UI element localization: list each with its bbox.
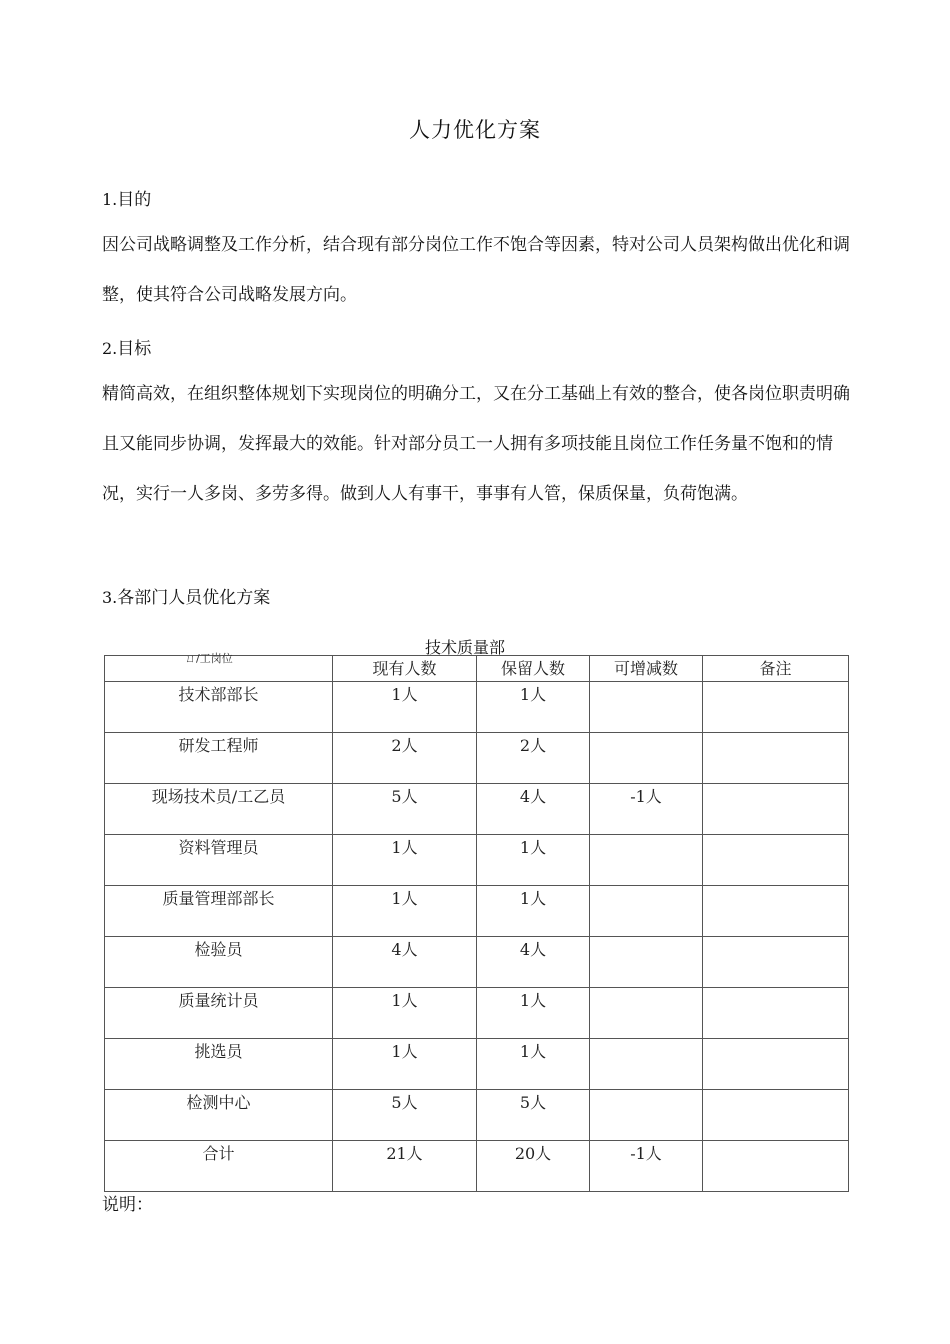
section-heading-plan [102, 583, 270, 608]
cell-remark [703, 886, 849, 937]
table-row [105, 988, 849, 1039]
cell-retained: 4人 [477, 937, 590, 988]
cell-retained: 1人 [477, 1039, 590, 1090]
cell-retained: 1人 [477, 682, 590, 733]
section-number: 3. [102, 588, 118, 607]
cell-position: 质量管理部部长 [105, 886, 333, 937]
table-header-row [105, 656, 849, 682]
cell-position: 挑选员 [105, 1039, 333, 1090]
page-title: 人力优化方案 [409, 118, 541, 142]
cell-remark [703, 682, 849, 733]
cell-current: 5人 [333, 784, 477, 835]
cell-change [590, 682, 703, 733]
cell-change [590, 937, 703, 988]
section-number: 1. [102, 190, 118, 209]
header-change: 可增减数 [590, 656, 703, 682]
cell-remark [703, 733, 849, 784]
cell-current: 2人 [333, 733, 477, 784]
section-paragraph-purpose: 因公司战略调整及工作分析，结合现有部分岗位工作不饱合等因素，特对公司人员架构做出优化和调整，使其符合公司战略发展方向。 [102, 235, 850, 305]
cell-retained: 4人 [477, 784, 590, 835]
cell-change [590, 835, 703, 886]
cell-current: 1人 [333, 886, 477, 937]
section-heading-text: 各部门人员优化方案 [117, 588, 271, 608]
cell-change [590, 886, 703, 937]
cell-current: 1人 [333, 835, 477, 886]
table-row [105, 784, 849, 835]
cell-position: 合计 [105, 1141, 333, 1192]
table-row [105, 835, 849, 886]
cell-remark [703, 835, 849, 886]
cell-retained: 1人 [477, 835, 590, 886]
corner-header-cell [105, 652, 333, 682]
section-heading-purpose [102, 185, 151, 210]
cell-retained: 20人 [477, 1141, 590, 1192]
cell-remark [703, 784, 849, 835]
cell-remark [703, 937, 849, 988]
cell-remark [703, 1141, 849, 1192]
table-row [105, 1090, 849, 1141]
cell-change [590, 733, 703, 784]
table-row [105, 937, 849, 988]
cell-remark [703, 1090, 849, 1141]
table-total-row [105, 1141, 849, 1192]
cell-position: 研发工程师 [105, 733, 333, 784]
section-heading-text: 目的 [117, 190, 152, 210]
cell-change: -1人 [590, 1141, 703, 1192]
corner-label: ㄩ/工岗位 [185, 652, 233, 665]
cell-current: 5人 [333, 1090, 477, 1141]
cell-position: 检验员 [105, 937, 333, 988]
cell-current: 1人 [333, 1039, 477, 1090]
cell-remark [703, 988, 849, 1039]
cell-change [590, 1090, 703, 1141]
cell-position: 检测中心 [105, 1090, 333, 1141]
note-label: 说明： [102, 1195, 153, 1215]
table-row [105, 733, 849, 784]
cell-current: 4人 [333, 937, 477, 988]
cell-remark [703, 1039, 849, 1090]
staffing-table [104, 652, 849, 1192]
cell-current: 1人 [333, 988, 477, 1039]
cell-position: 质量统计员 [105, 988, 333, 1039]
cell-retained: 1人 [477, 988, 590, 1039]
section-heading-goal [102, 334, 151, 359]
cell-position: 技术部部长 [105, 682, 333, 733]
cell-retained: 5人 [477, 1090, 590, 1141]
cell-position: 现场技术员/工乙员 [105, 784, 333, 835]
cell-position: 资料管理员 [105, 835, 333, 886]
table-title: 技术质量部 [425, 638, 506, 657]
cell-change [590, 1039, 703, 1090]
section-heading-text: 目标 [117, 339, 152, 359]
table-row [105, 886, 849, 937]
cell-change [590, 988, 703, 1039]
cell-current: 1人 [333, 682, 477, 733]
cell-retained: 2人 [477, 733, 590, 784]
header-remark: 备注 [703, 656, 849, 682]
section-paragraph-goal: 精简高效，在组织整体规划下实现岗位的明确分工，又在分工基础上有效的整合，使各岗位职责明确且又能同步协调，发挥最大的效能。针对部分员工一人拥有多项技能且岗位工作任务量不饱和的情况，实行一人多岗、多劳多得。做到人人有事干，事事有人管，保质保量，负荷饱满。 [102, 384, 850, 504]
cell-retained: 1人 [477, 886, 590, 937]
cell-current: 21人 [333, 1141, 477, 1192]
table-row [105, 1039, 849, 1090]
header-current: 现有人数 [333, 656, 477, 682]
cell-change: -1人 [590, 784, 703, 835]
table-row [105, 682, 849, 733]
section-number: 2. [102, 339, 118, 358]
header-retained: 保留人数 [477, 656, 590, 682]
